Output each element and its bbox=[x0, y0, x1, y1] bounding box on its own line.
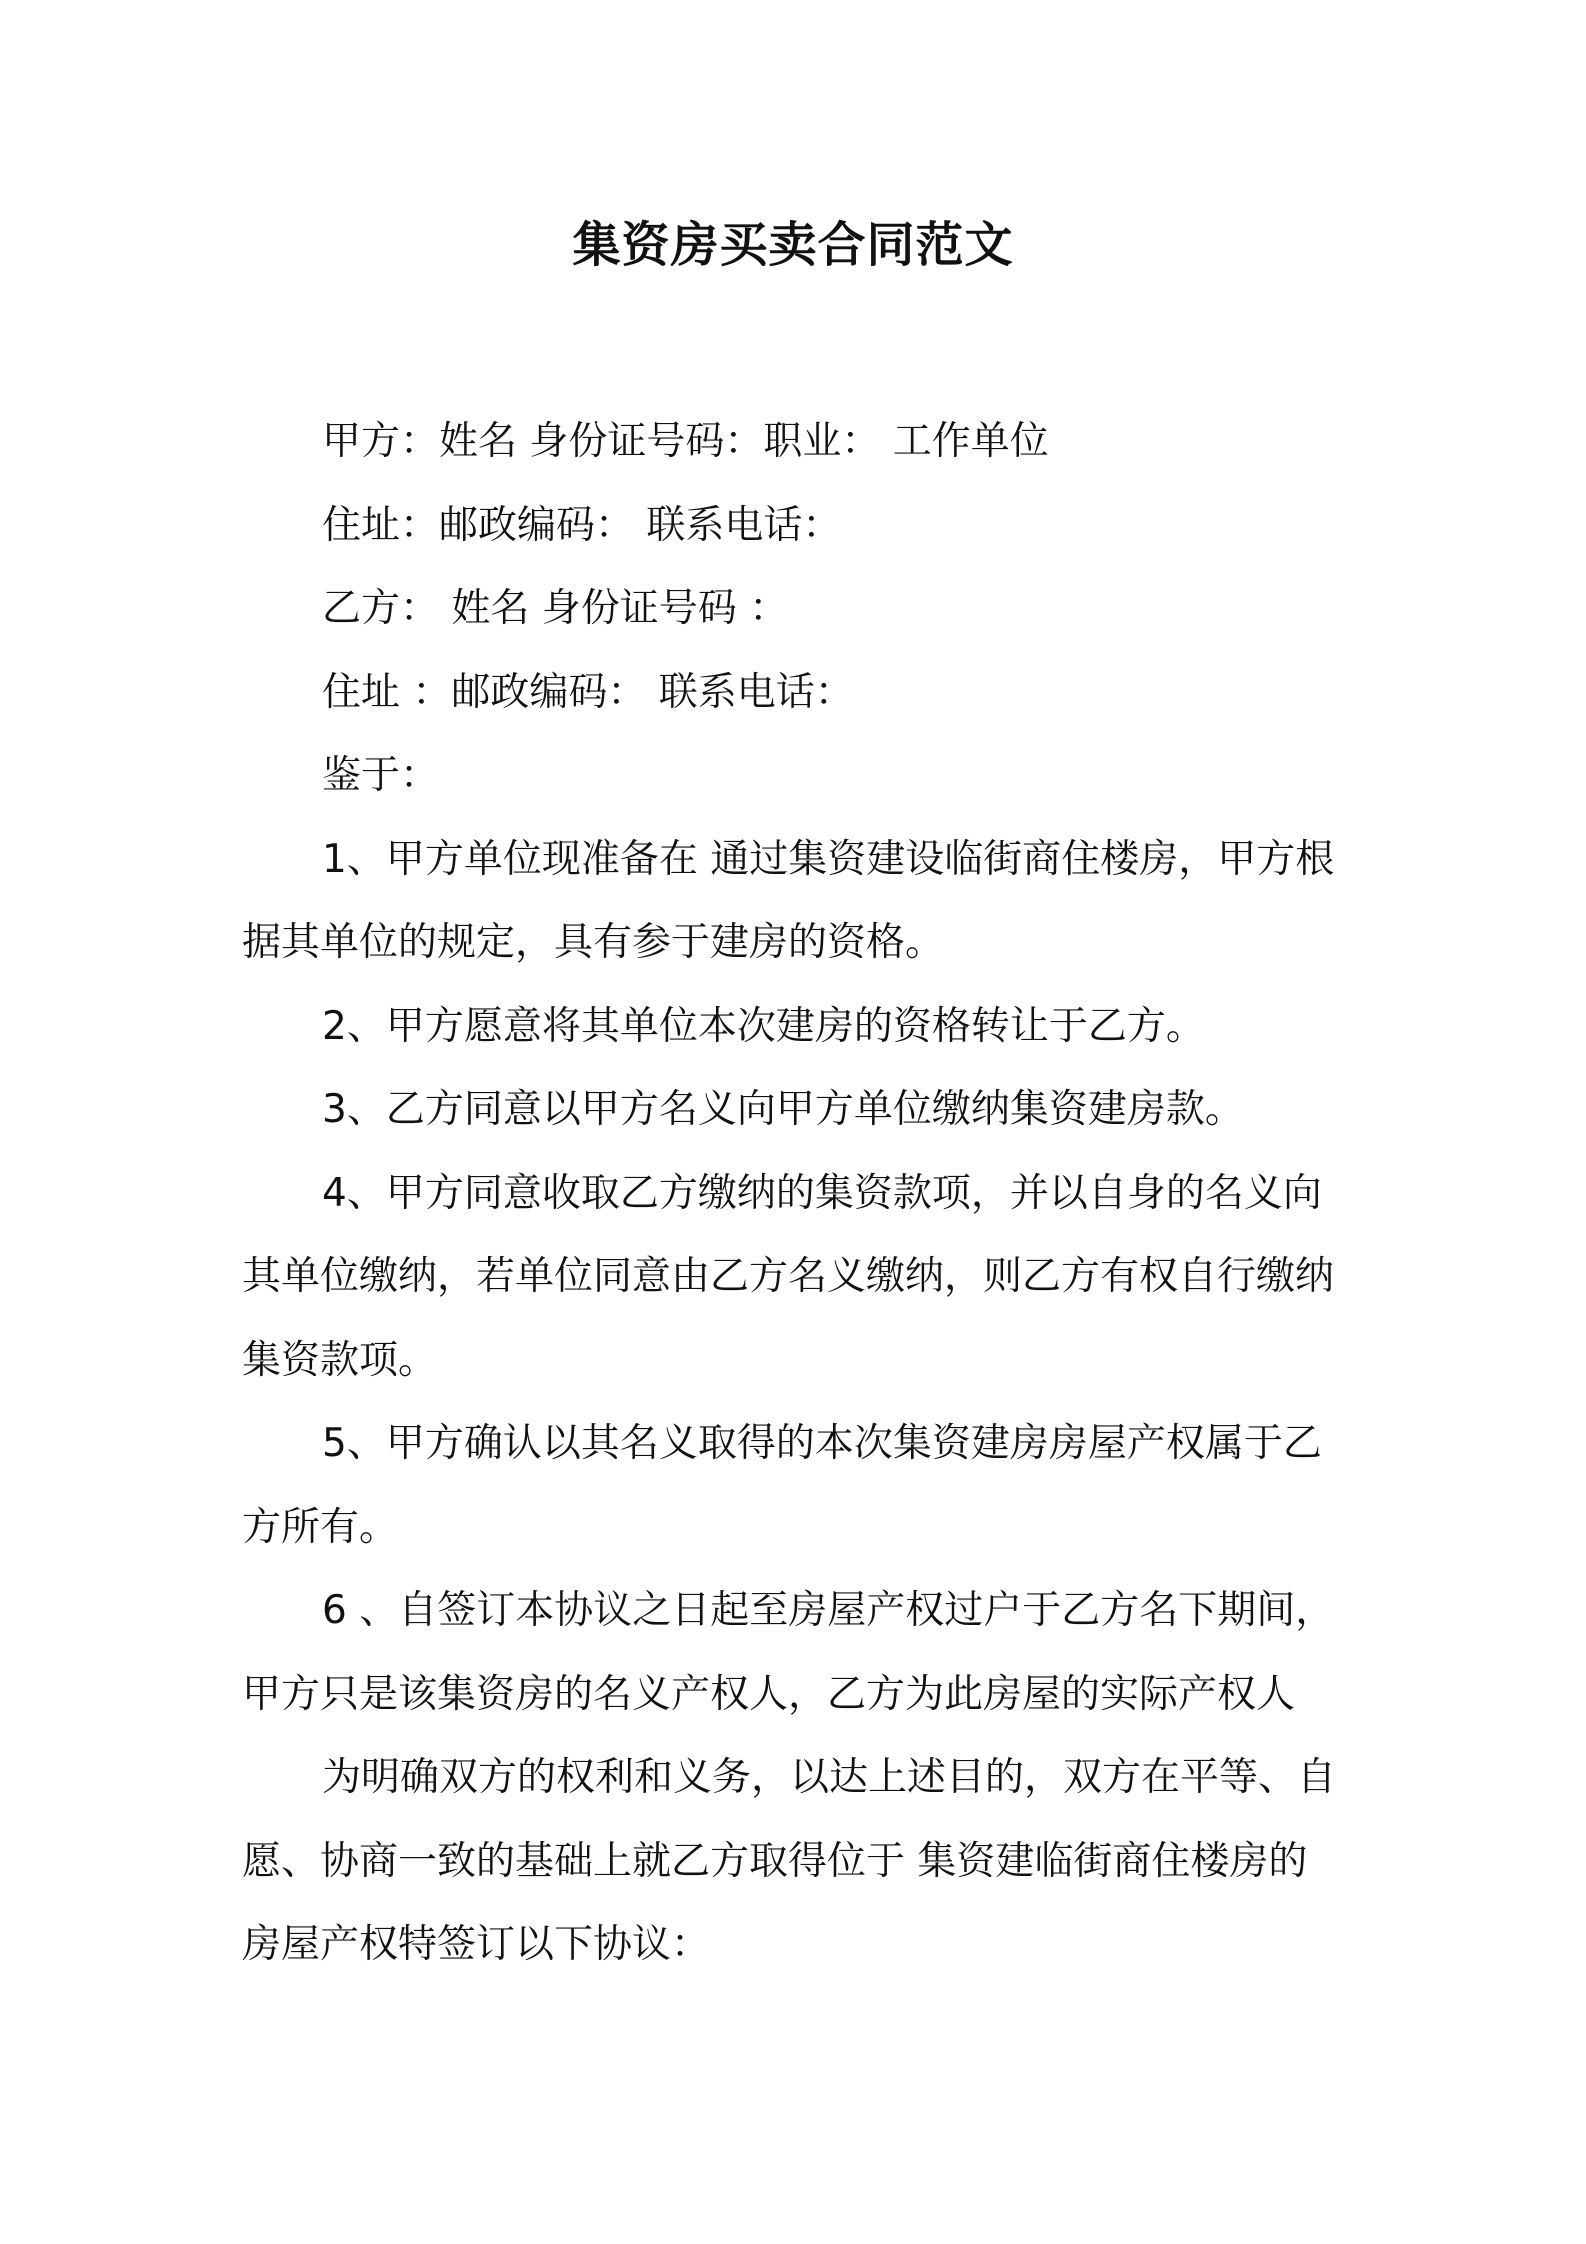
clause-2: 2、甲方愿意将其单位本次建房的资格转让于乙方。 bbox=[322, 1003, 1205, 1049]
party-a-line: 甲方：姓名 身份证号码：职业： 工作单位 bbox=[322, 419, 1049, 464]
clause-1-line-1: 1、甲方单位现准备在 通过集资建设临街商住楼房，甲方根 bbox=[322, 836, 1335, 882]
party-a-address-line: 住址：邮政编码： 联系电话： bbox=[322, 502, 842, 548]
purpose-line-3: 房屋产权特签订以下协议： bbox=[242, 1922, 711, 1967]
clause-5-line-2: 方所有。 bbox=[242, 1504, 399, 1550]
clause-6-line-2: 甲方只是该集资房的名义产权人，乙方为此房屋的实际产权人 bbox=[242, 1671, 1296, 1717]
party-b-line: 乙方： 姓名 身份证号码 ： bbox=[322, 586, 789, 631]
clause-3: 3、乙方同意以甲方名义向甲方单位缴纳集资建房款。 bbox=[322, 1087, 1244, 1132]
clause-6-line-1: 6 、自签订本协议之日起至房屋产权过户于乙方名下期间， bbox=[322, 1588, 1335, 1633]
clause-4-line-2: 其单位缴纳，若单位同意由乙方名义缴纳，则乙方有权自行缴纳 bbox=[242, 1254, 1335, 1299]
purpose-line-2: 愿、协商一致的基础上就乙方取得位于 集资建临街商住楼房的 bbox=[242, 1838, 1308, 1884]
clause-4-line-1: 4、甲方同意收取乙方缴纳的集资款项，并以自身的名义向 bbox=[322, 1170, 1322, 1216]
document-body bbox=[242, 400, 1354, 1987]
clause-5-line-1: 5、甲方确认以其名义取得的本次集资建房房屋产权属于乙 bbox=[322, 1421, 1322, 1466]
whereas-heading: 鉴于： bbox=[322, 753, 440, 798]
purpose-line-1: 为明确双方的权利和义务，以达上述目的，双方在平等、自 bbox=[322, 1755, 1337, 1800]
clause-1-line-2: 据其单位的规定，具有参于建房的资格。 bbox=[242, 920, 945, 965]
clause-4-line-3: 集资款项。 bbox=[242, 1337, 438, 1383]
party-b-address-line: 住址 ：邮政编码： 联系电话： bbox=[322, 669, 854, 715]
document-title: 集资房买卖合同范文 bbox=[572, 217, 1014, 273]
